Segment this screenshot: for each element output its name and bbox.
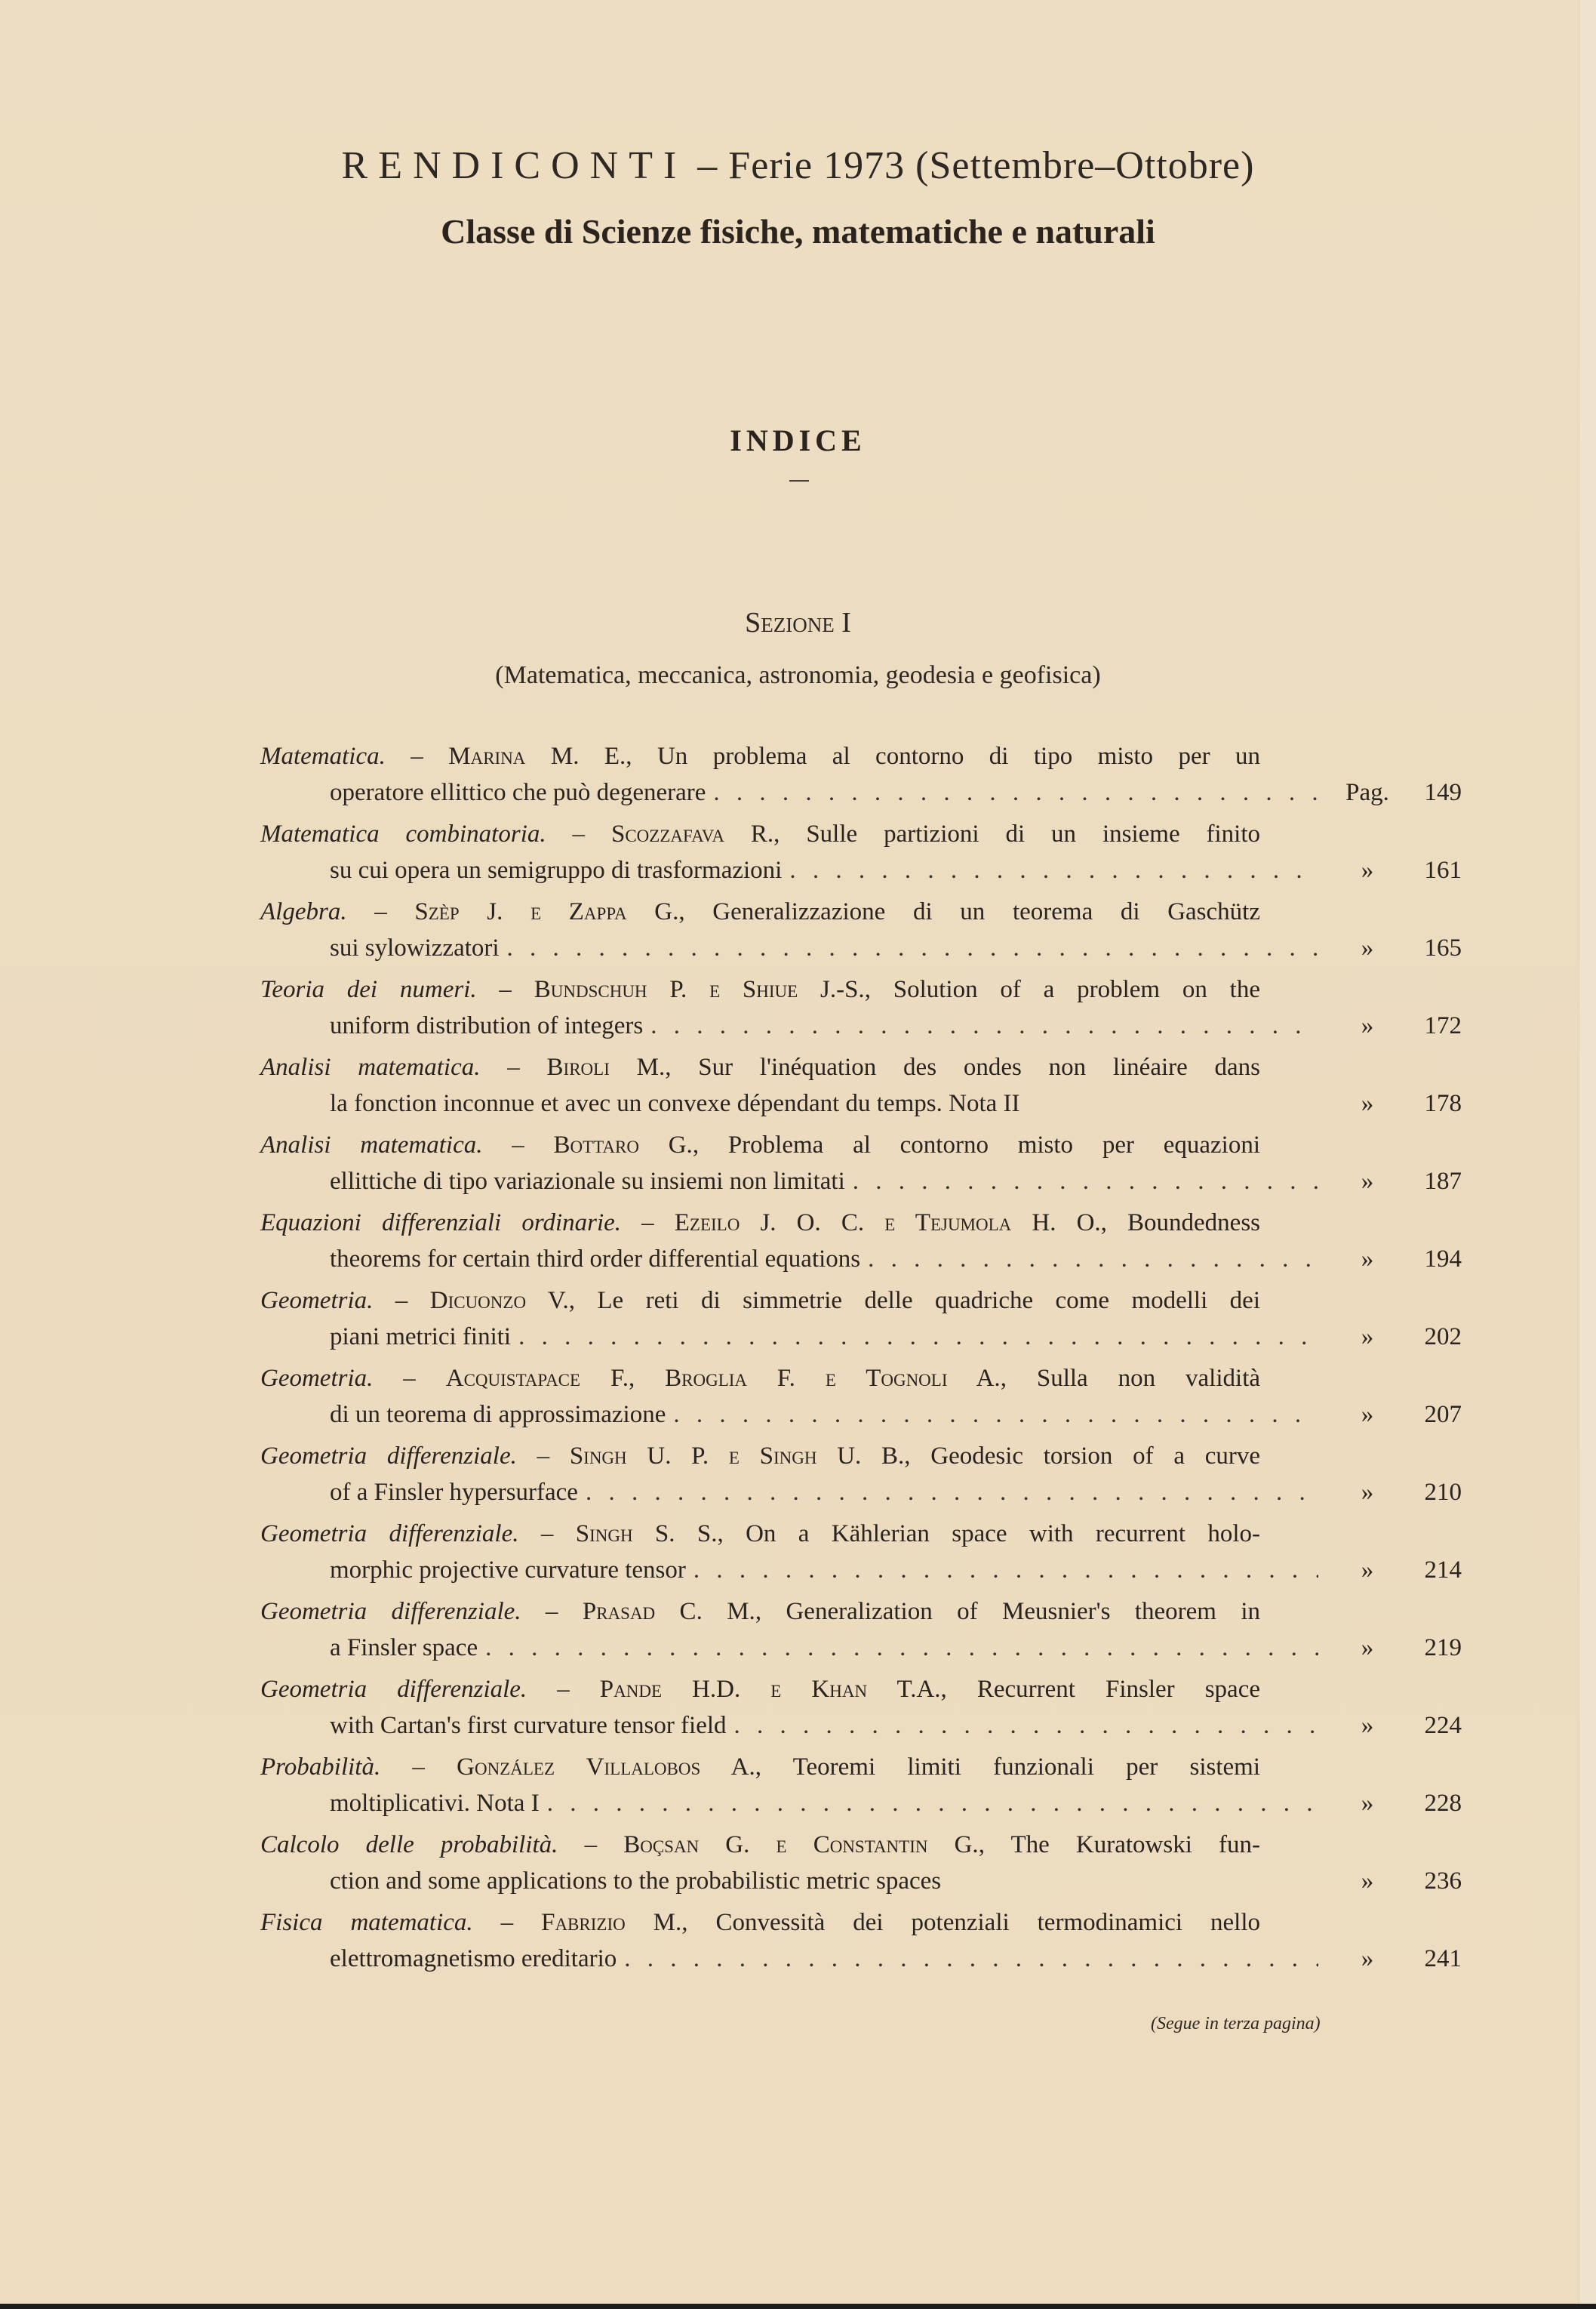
leader-dots: [713, 776, 1318, 809]
entry-title-part1: , Problema al contorno misto per equazioni: [692, 1131, 1261, 1159]
toc-entry[interactable]: [260, 1906, 1462, 1984]
entry-page-ref: [1318, 1009, 1462, 1042]
entry-title-part1: , Un problema al contorno di tipo misto per un: [626, 743, 1261, 770]
entry-title-part2: with Cartan's first curvature tensor field: [330, 1712, 727, 1739]
entry-title-part1: , The Kuratowski fun-: [978, 1831, 1260, 1858]
leader-dots: [673, 1398, 1318, 1431]
page-mark: »: [1361, 1012, 1374, 1039]
entry-line2: [330, 854, 1462, 887]
toc-entry[interactable]: [260, 1517, 1462, 1595]
leader-dots: [789, 854, 1318, 887]
entry-category: Algebra.: [260, 898, 347, 925]
entry-line2: [330, 1942, 1462, 1975]
page-mark: »: [1361, 1090, 1374, 1117]
entry-title-part2: a Finsler space: [330, 1634, 478, 1661]
index-title: INDICE: [730, 423, 866, 457]
page-mark: »: [1361, 1245, 1374, 1273]
page-mark: »: [1361, 1168, 1374, 1195]
entry-title-part2: ction and some applications to the probabilistic metric spaces: [330, 1867, 942, 1895]
entry-title-part1: , Generalizzazione di un teorema di Gaschütz: [678, 898, 1260, 925]
leader-dots: [547, 1787, 1318, 1820]
entry-category: Analisi matematica.: [260, 1054, 481, 1081]
entry-title-part2: la fonction inconnue et avec un convexe dépendant du temps. Nota II: [330, 1090, 1020, 1117]
entry-title-part1: , Sulla non validità: [1000, 1365, 1261, 1392]
page-number: 172: [1424, 1012, 1462, 1039]
entry-line2: [330, 1320, 1462, 1353]
entry-line1: Calcolo delle probabilità. – Boçsan G. e Constantin G., The Kuratowski fun-: [260, 1831, 1260, 1858]
page-mark: »: [1361, 1556, 1374, 1584]
entry-line2: [330, 1165, 1462, 1198]
title-rule-divider: [789, 480, 809, 482]
page-number: 236: [1424, 1867, 1462, 1895]
leader-dots: [586, 1476, 1318, 1509]
entry-page-ref: [1318, 1320, 1462, 1353]
toc-entry[interactable]: [260, 1439, 1462, 1517]
entry-title-part2: piani metrici finiti: [330, 1323, 512, 1350]
entry-line1: Analisi matematica. – Bottaro G., Problema al contorno misto per equazioni: [260, 1131, 1261, 1159]
entry-title-part1: , Sulle partizioni di un insieme finito: [773, 820, 1261, 848]
entry-title-part2: moltiplicativi. Nota I: [330, 1790, 540, 1817]
page-number: 214: [1424, 1556, 1462, 1584]
entry-title-part1: , Geodesic torsion of a curve: [904, 1442, 1261, 1470]
toc-entry[interactable]: [260, 817, 1462, 895]
entry-page-ref: [1318, 1242, 1462, 1276]
section-title: Sezione I: [745, 607, 851, 639]
entry-authors: Bottaro G.: [553, 1131, 693, 1159]
page-mark: »: [1361, 1323, 1374, 1350]
toc-entry[interactable]: [260, 973, 1462, 1051]
series-name: RENDICONTI: [341, 144, 687, 187]
entry-line2: [330, 1009, 1462, 1042]
entry-authors: Acquistapace F., Broglia F. e Tognoli A.: [445, 1365, 1001, 1392]
entry-category: Matematica combinatoria.: [260, 820, 546, 848]
page-number: 161: [1424, 857, 1462, 884]
entry-line2: [330, 1553, 1462, 1587]
entry-line1: Equazioni differenziali ordinarie. – Ezeilo J. O. C. e Tejumola H. O., Boundedness: [260, 1209, 1261, 1236]
leader-dots: [507, 931, 1318, 965]
toc-entry[interactable]: [260, 1595, 1462, 1673]
entry-line1: Matematica. – Marina M. E., Un problema al contorno di tipo misto per un: [260, 743, 1261, 770]
scan-border: [0, 2304, 1596, 2309]
entry-authors: Szèp J. e Zappa G.: [414, 898, 679, 925]
leader-dots: [624, 1942, 1318, 1975]
entry-line2: [330, 1242, 1462, 1276]
page-number: 178: [1424, 1090, 1462, 1117]
entry-category: Geometria.: [260, 1287, 374, 1314]
entry-line1: Analisi matematica. – Biroli M., Sur l'inéquation des ondes non linéaire dans: [260, 1054, 1261, 1081]
entry-line2: [330, 1087, 1462, 1120]
entry-title-part1: , Boundedness: [1100, 1209, 1261, 1236]
entry-authors: Pande H.D. e Khan T.A.: [599, 1676, 941, 1703]
entry-authors: Biroli M.: [546, 1054, 666, 1081]
entry-authors: González Villalobos A.: [457, 1753, 755, 1781]
toc-entry[interactable]: [260, 1673, 1462, 1750]
entry-category: Probabilità.: [260, 1753, 381, 1781]
toc-entry[interactable]: [260, 1206, 1462, 1284]
page-mark: »: [1361, 1401, 1374, 1428]
toc-entry[interactable]: [260, 1051, 1462, 1128]
entry-page-ref: [1318, 1631, 1462, 1664]
entry-title-part2: uniform distribution of integers: [330, 1012, 644, 1039]
entry-line1: Algebra. – Szèp J. e Zappa G., Generalizzazione di un teorema di Gaschütz: [260, 898, 1260, 925]
section-subtitle: (Matematica, meccanica, astronomia, geodesia e geofisica): [495, 661, 1101, 689]
entry-line1: Geometria differenziale. – Singh U. P. e Singh U. B., Geodesic torsion of a curve: [260, 1442, 1261, 1470]
page-mark: »: [1361, 1479, 1374, 1506]
entry-page-ref: [1318, 1864, 1462, 1898]
entry-authors: Fabrizio M.: [541, 1909, 682, 1936]
entry-page-ref: [1318, 1087, 1462, 1120]
leader-dots: [693, 1553, 1318, 1587]
page-mark: »: [1361, 1712, 1374, 1739]
entry-title-part2: theorems for certain third order differential equations: [330, 1245, 861, 1273]
entry-line1: Probabilità. – González Villalobos A., Teoremi limiti funzionali per sistemi: [260, 1753, 1260, 1781]
toc-entry[interactable]: [260, 895, 1462, 973]
entry-title-part2: ellittiche di tipo variazionale su insiemi non limitati: [330, 1168, 845, 1195]
entry-title-part1: , Teoremi limiti funzionali per sistemi: [755, 1753, 1260, 1781]
page-mark: »: [1361, 1634, 1374, 1661]
page-edge: [1579, 0, 1596, 2304]
entry-category: Equazioni differenziali ordinarie.: [260, 1209, 622, 1236]
entry-title-part1: , Solution of a problem on the: [864, 976, 1260, 1003]
page-mark: »: [1361, 1867, 1374, 1895]
entry-authors: Bundschuh P. e Shiue J.-S.: [534, 976, 865, 1003]
page-number: 241: [1424, 1945, 1462, 1972]
entry-authors: Singh U. P. e Singh U. B.: [569, 1442, 905, 1470]
entry-line2: [330, 1476, 1462, 1509]
page-number: 165: [1424, 934, 1462, 962]
page-number: 194: [1424, 1245, 1462, 1273]
entry-title-part2: di un teorema di approssimazione: [330, 1401, 666, 1428]
class-name: Classe di Scienze fisiche, matematiche e naturali: [441, 212, 1155, 251]
page-mark: »: [1361, 1945, 1374, 1972]
page-number: 149: [1424, 779, 1462, 806]
leader-dots: [650, 1009, 1318, 1042]
header-separator: –: [697, 144, 718, 187]
entry-page-ref: [1318, 1165, 1462, 1198]
entry-line2: [330, 1787, 1462, 1820]
entry-page-ref: [1318, 1398, 1462, 1431]
entry-title-part1: , Convessità dei potenziali termodinamici nello: [681, 1909, 1261, 1936]
entry-authors: Scozzafava R.: [610, 820, 774, 848]
entry-page-ref: [1318, 854, 1462, 887]
table-of-contents: [260, 740, 1462, 1984]
entry-authors: Boçsan G. e Constantin G.: [623, 1831, 979, 1858]
continued-note: (Segue in terza pagina): [1151, 2014, 1321, 2033]
entry-page-ref: [1318, 1787, 1462, 1820]
entry-page-ref: [1318, 1709, 1462, 1742]
entry-line1: Fisica matematica. – Fabrizio M., Convessità dei potenziali termodinamici nello: [260, 1909, 1261, 1936]
page-mark: »: [1361, 934, 1374, 962]
entry-category: Teoria dei numeri.: [260, 976, 477, 1003]
entry-line2: [330, 1398, 1462, 1431]
entry-title-part2: operatore ellittico che può degenerare: [330, 779, 706, 806]
entry-title-part1: , On a Kählerian space with recurrent holo-: [717, 1520, 1260, 1547]
leader-dots: [734, 1709, 1318, 1742]
leader-dots: [868, 1242, 1318, 1276]
entry-title-part2: su cui opera un semigruppo di trasformazioni: [330, 857, 783, 884]
page-number: 210: [1424, 1479, 1462, 1506]
entry-title-part2: morphic projective curvature tensor: [330, 1556, 686, 1584]
entry-title-part1: , Recurrent Finsler space: [940, 1676, 1260, 1703]
entry-line2: [330, 776, 1462, 809]
entry-authors: Singh S. S.: [575, 1520, 718, 1547]
page-number: 207: [1424, 1401, 1462, 1428]
entry-page-ref: [1318, 1553, 1462, 1587]
entry-category: Analisi matematica.: [260, 1131, 483, 1159]
entry-authors: Marina M. E.: [448, 743, 626, 770]
page-number: 202: [1424, 1323, 1462, 1350]
entry-line1: Geometria differenziale. – Prasad C. M., Generalization of Meusnier's theorem in: [260, 1598, 1260, 1625]
page-number: 187: [1424, 1168, 1462, 1195]
entry-line1: Geometria differenziale. – Singh S. S., On a Kählerian space with recurrent holo-: [260, 1520, 1260, 1547]
entry-line1: Geometria. – Dicuonzo V., Le reti di simmetrie delle quadriche come modelli dei: [260, 1287, 1260, 1314]
entry-page-ref: [1318, 931, 1462, 965]
leader-dots: [853, 1165, 1318, 1198]
issue-label: Ferie 1973 (Settembre–Ottobre): [728, 144, 1255, 187]
entry-page-ref: [1318, 1942, 1462, 1975]
page-number: 224: [1424, 1712, 1462, 1739]
entry-title-part1: , Generalization of Meusnier's theorem in: [755, 1598, 1260, 1625]
entry-title-part2: sui sylowizzatori: [330, 934, 500, 962]
entry-title-part1: , Sur l'inéquation des ondes non linéaire dans: [665, 1054, 1261, 1081]
page-mark: »: [1361, 857, 1374, 884]
page-number: 219: [1424, 1634, 1462, 1661]
entry-line1: Teoria dei numeri. – Bundschuh P. e Shiue J.-S., Solution of a problem on the: [260, 976, 1260, 1003]
entry-authors: Ezeilo J. O. C. e Tejumola H. O.: [674, 1209, 1101, 1236]
entry-category: Geometria differenziale.: [260, 1598, 521, 1625]
page-number: 228: [1424, 1790, 1462, 1817]
entry-title-part2: of a Finsler hypersurface: [330, 1479, 578, 1506]
entry-category: Geometria differenziale.: [260, 1520, 519, 1547]
entry-category: Calcolo delle probabilità.: [260, 1831, 558, 1858]
entry-authors: Prasad C. M.: [582, 1598, 755, 1625]
entry-line2: [330, 931, 1462, 965]
entry-line2: [330, 1631, 1462, 1664]
toc-entry[interactable]: [260, 1284, 1462, 1362]
entry-category: Geometria differenziale.: [260, 1442, 517, 1470]
entry-line1: Geometria. – Acquistapace F., Broglia F. e Tognoli A., Sulla non validità: [260, 1365, 1261, 1392]
leader-dots: [485, 1631, 1318, 1664]
entry-title-part1: , Le reti di simmetrie delle quadriche come modelli dei: [568, 1287, 1260, 1314]
entry-title-part2: elettromagnetismo ereditario: [330, 1945, 617, 1972]
entry-line1: Matematica combinatoria. – Scozzafava R., Sulle partizioni di un insieme finito: [260, 820, 1261, 848]
page-mark: Pag.: [1345, 779, 1389, 806]
entry-authors: Dicuonzo V.: [429, 1287, 569, 1314]
entry-line2: [330, 1709, 1462, 1742]
entry-line1: Geometria differenziale. – Pande H.D. e Khan T.A., Recurrent Finsler space: [260, 1676, 1260, 1703]
entry-category: Fisica matematica.: [260, 1909, 473, 1936]
toc-entry[interactable]: [260, 1128, 1462, 1206]
toc-entry[interactable]: [260, 1750, 1462, 1828]
entry-category: Matematica.: [260, 743, 386, 770]
toc-entry[interactable]: [260, 1362, 1462, 1439]
entry-line2: [330, 1864, 1462, 1898]
page-mark: »: [1361, 1790, 1374, 1817]
leader-dots: [518, 1320, 1318, 1353]
journal-header: [0, 143, 1596, 188]
entry-category: Geometria differenziale.: [260, 1676, 527, 1703]
entry-page-ref: [1318, 776, 1462, 809]
toc-entry[interactable]: [260, 1828, 1462, 1906]
entry-category: Geometria.: [260, 1365, 374, 1392]
entry-page-ref: [1318, 1476, 1462, 1509]
toc-entry[interactable]: [260, 740, 1462, 817]
